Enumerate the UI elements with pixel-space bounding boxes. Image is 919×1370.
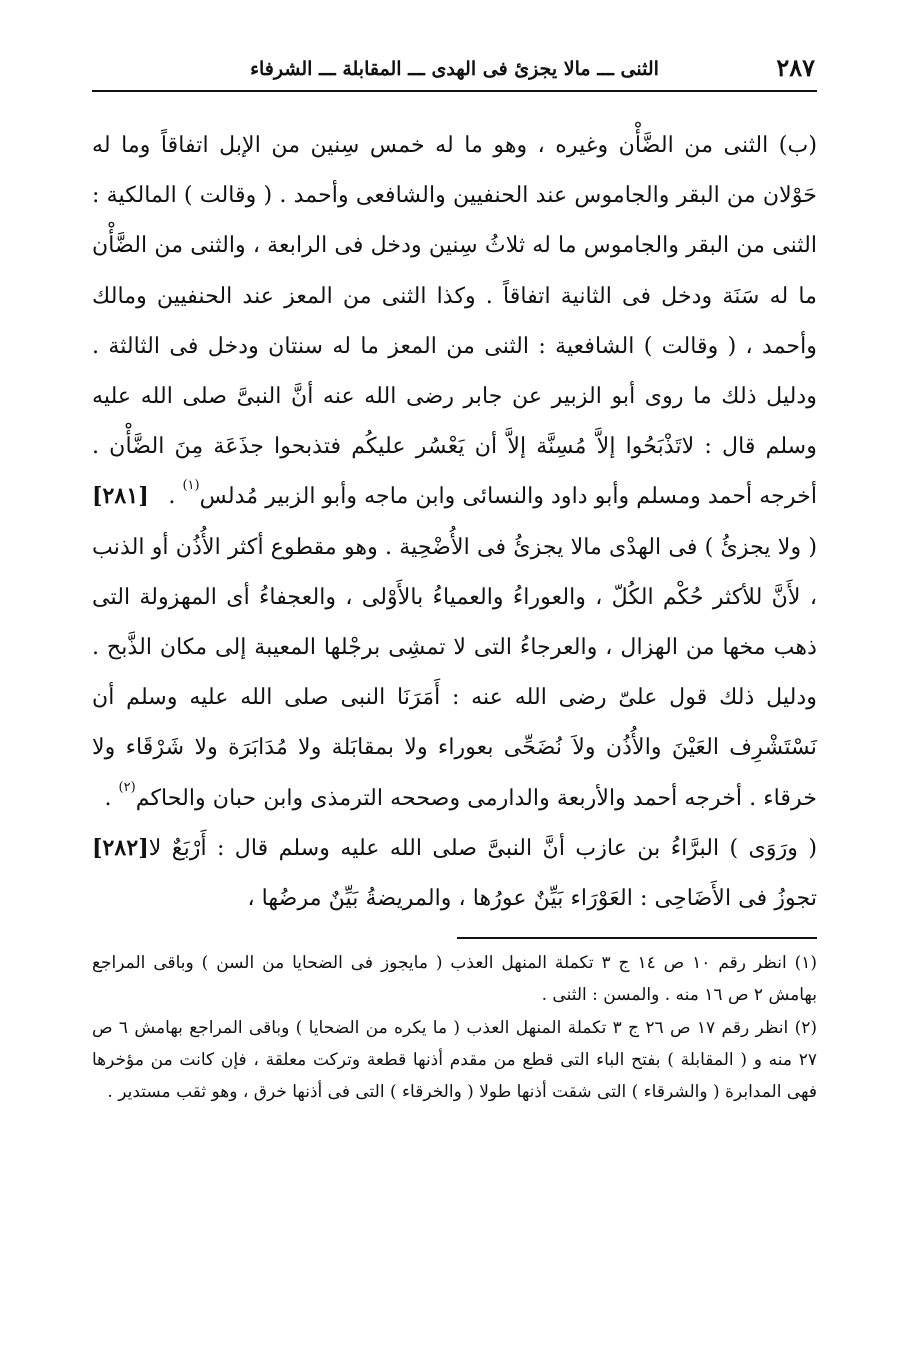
footnote-1: (١) انظر رقم ١٠ ص ١٤ ج ٣ تكملة المنهل العذب ( مايجوز فى الضحايا من السن ) وباقى المراجع بهامش ٢ ص ١٦ منه . والمسن : الثنى .: [92, 953, 817, 1006]
paragraph-la-yujzi: [92, 522, 817, 861]
running-header: [92, 52, 817, 92]
header-title: الثنى ـــ مالا يجزئ فى الهدى ـــ المقابلة ـــ الشرفاء: [250, 58, 659, 80]
reference-number: [٢٨١]: [92, 483, 149, 510]
paragraph-thani: [92, 120, 817, 522]
main-text: [92, 120, 817, 923]
book-page: [92, 52, 817, 1352]
paragraph-text: ( ورَوَى ) البرَّاءُ بن عازب أنَّ النبىَّ صلى الله عليه وسلم قال : أَرْبَعٌ لا تجوزُ فى الأَضَاحِى : العَوْرَاء بَيِّنٌ عورُها ، والمريضةُ بَيِّنٌ مرضُها ،: [148, 834, 817, 912]
paragraph-tail: .: [168, 483, 183, 510]
footnote-divider: [457, 937, 817, 939]
footnotes: [92, 947, 817, 1108]
page-number: ٢٨٧: [776, 53, 815, 82]
paragraph-text: (ب) الثنى من الضَّأْن وغيره ، وهو ما له خمس سِنين من الإبل اتفاقاً وما له حَوْلان من البقر والجاموس عند الحنفيين والشافعى وأحمد . ( وقالت ) المالكية : الثنى من البقر والجاموس ما له ثلاثُ سِنين ودخل فى الرابعة ، والثنى من الضَّأْن ما له سَنَة ودخل فى الثانية اتفاقاً . وكذا الثنى من المعز عند الحنفيين ومالك وأحمد ، ( وقالت ) الشافعية : الثنى من المعز ما له سنتان ودخل فى الثالثة . ودليل ذلك ما روى أبو الزبير عن جابر رضى الله عنه أنَّ النبىَّ صلى الله عليه وسلم قال : لاتَذْبَحُوا إلاَّ مُسِنَّة إلاَّ أن يَعْسُر عليكُم فتذبحوا جذَعَة مِنَ الضَّأْن . أخرجه أحمد ومسلم وأبو داود والنسائى وابن ماجه وأبو الزبير مُدلس: [92, 132, 817, 510]
paragraph-wa-rawa: [92, 823, 817, 923]
reference-number: [٢٨٢]: [92, 834, 149, 861]
paragraph-tail: .: [104, 784, 119, 811]
paragraph-text: ( ولا يجزئُ ) فى الهدْى مالا يجزئُ فى الأُضْحِية . وهو مقطوع أكثر الأُذُن أو الذنب ، لأَنَّ للأكثر حُكْم الكُلّ ، والعوراءُ والعمياءُ بالأَوْلى ، والعجفاءُ أى المهزولة التى ذهب مخها من الهزال ، والعرجاءُ التى لا تمشِى برجْلها المعيبة إلى مكان الذَّبح . ودليل ذلك قول علىّ رضى الله عنه : أَمَرَنَا النبى صلى الله عليه وسلم أن نَسْتَشْرِف العَيْنَ والأُذُن ولاَ نُضَحِّى بعوراء ولا بمقابَلة ولا مُدَابَرَة ولا شَرْقَاء ولا خرقاء . أخرجه أحمد والأربعة والدارمى وصححه الترمذى وابن حبان والحاكم: [92, 533, 817, 811]
footnote-2: (٢) انظر رقم ١٧ ص ٢٦ ج ٣ تكملة المنهل العذب ( ما يكره من الضحايا ) وباقى المراجع بهامش ٦ ص ٢٧ منه و ( المقابلة ) بفتح الباء التى قطع من مقدم أذنها قطعة وتركت معلقة ، فإن كانت من مؤخرها فهى المدابرة ( والشرقاء ) التى شقت أذنها طولا ( والخرقاء ) التى فى أذنها خرق ، وهو ثقب مستدير .: [92, 1017, 817, 1103]
footnote-ref-1: (١): [182, 478, 200, 494]
footnote-ref-2: (٢): [118, 779, 136, 795]
